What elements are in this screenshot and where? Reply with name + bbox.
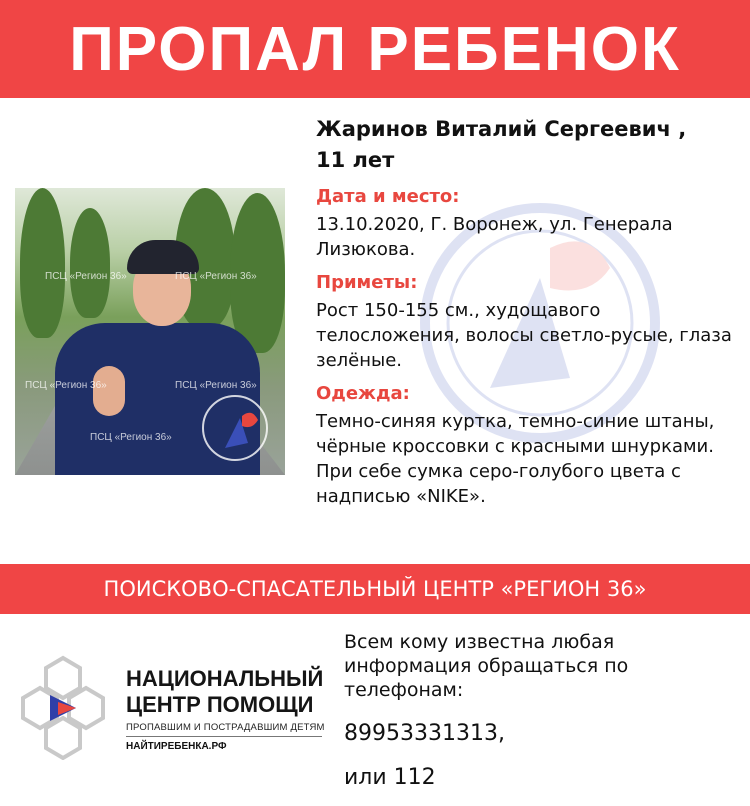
signs-label: Приметы: (316, 272, 418, 293)
signs-value: Рост 150-155 см., худощавого телосложения, волосы светло-русые, глаза зелёные. (316, 300, 732, 371)
person-name: Жаринов Виталий Сергеевич , (316, 117, 687, 141)
cap (127, 240, 199, 274)
search-center-name: ПОИСКОВО-СПАСАТЕЛЬНЫЙ ЦЕНТР «РЕГИОН 36» (103, 577, 647, 601)
watermark: ПСЦ «Регион 36» (45, 271, 127, 282)
org-website: НАЙТИРЕБЕНКА.РФ (126, 741, 227, 752)
contact-text: Всем кому известна любая информация обращаться по телефонам: (344, 631, 629, 701)
clothes-label: Одежда: (316, 383, 410, 404)
rescue-emblem-icon (200, 388, 270, 468)
watermark: ПСЦ «Регион 36» (90, 432, 172, 443)
page-title: ПРОПАЛ РЕБЕНОК (69, 14, 681, 84)
tree (20, 188, 65, 338)
contact-info (344, 630, 734, 792)
phone-number[interactable]: 89953331313, (344, 721, 505, 746)
national-center (126, 666, 326, 752)
watermark: ПСЦ «Регион 36» (175, 380, 257, 391)
header-banner (0, 0, 750, 98)
clothes-value: Темно-синяя куртка, темно-синие штаны, чёрные кроссовки с красными шнурками. При себе сумка серо-голубого цвета с надписью «NIKE». (316, 411, 715, 507)
org-name-line2: ЦЕНТР ПОМОЩИ (126, 692, 314, 717)
national-center-logo-icon (18, 655, 108, 760)
tree (70, 208, 110, 318)
person-age: 11 лет (316, 148, 395, 172)
search-center-band (0, 564, 750, 614)
watermark: ПСЦ «Регион 36» (175, 271, 257, 282)
person-info (316, 114, 736, 509)
org-subtitle: ПРОПАВШИМ И ПОСТРАДАВШИМ ДЕТЯМ (126, 722, 325, 733)
child-photo (15, 188, 285, 475)
watermark: ПСЦ «Регион 36» (25, 380, 107, 391)
emergency-number[interactable]: или 112 (344, 765, 436, 790)
divider (126, 736, 322, 737)
date-label: Дата и место: (316, 186, 460, 207)
thumbs-up-hand (93, 366, 125, 416)
org-name-line1: НАЦИОНАЛЬНЫЙ (126, 666, 324, 691)
date-value: 13.10.2020, Г. Воронеж, ул. Генерала Лизюкова. (316, 214, 673, 260)
